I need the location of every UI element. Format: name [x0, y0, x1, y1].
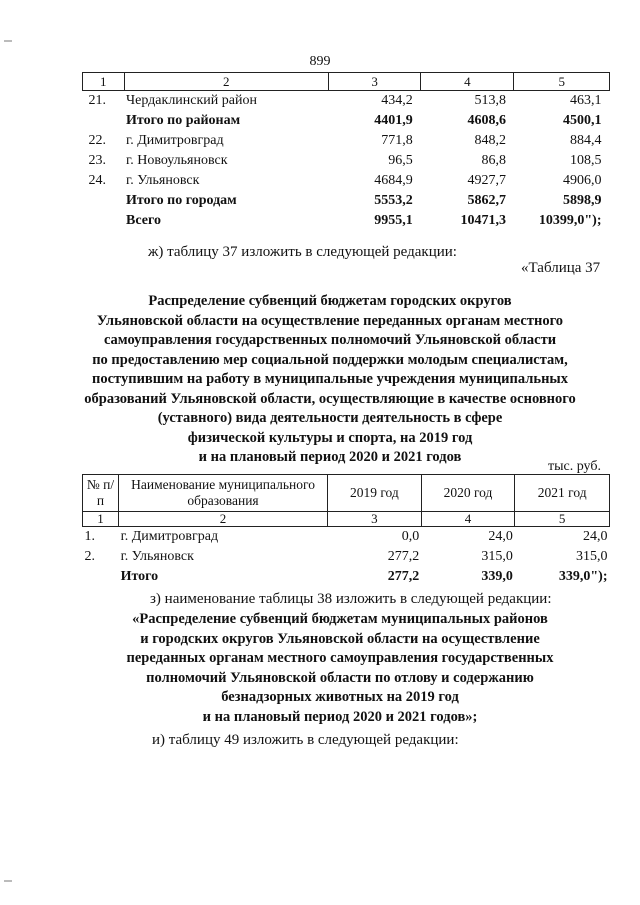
title-line: образований Ульяновской области, осуществляющие в качестве основного [84, 390, 576, 407]
index-cell: 4 [421, 512, 515, 527]
header-2019: 2019 год [328, 475, 422, 512]
title-line: самоуправления государственных полномочий Ульяновской области [103, 332, 557, 348]
title-line: и городских округов Ульяновской области на осуществление [140, 630, 540, 647]
title-line: и на плановый период 2020 и 2021 годов [198, 449, 462, 465]
value-2020: 10471,3 [460, 213, 506, 228]
header-2020: 2020 год [421, 475, 515, 512]
table-row [83, 131, 610, 151]
table-reference-37: «Таблица 37 [521, 260, 601, 276]
municipality-name: г. Ульяновск [126, 173, 200, 188]
title-line: и на плановый период 2020 и 2021 годов»; [202, 708, 478, 725]
table-row [83, 171, 610, 191]
value-2021: 10399,0"); [538, 213, 602, 228]
row-number: 23. [88, 153, 106, 168]
table-row [83, 191, 610, 211]
row-number: 21. [88, 93, 106, 108]
value-2019: 4684,9 [374, 173, 413, 188]
instruction-paragraph-z: з) наименование таблицы 38 изложить в следующей редакции: [150, 591, 552, 607]
title-line: безнадзорных животных на 2019 год [221, 689, 459, 705]
table-row [83, 547, 610, 567]
value-2020: 4927,7 [467, 173, 506, 188]
title-line: «Распределение субвенций бюджетам муниципальных районов [132, 611, 548, 627]
title-line: физической культуры и спорта, на 2019 год [187, 429, 473, 446]
value-2020: 24,0 [488, 529, 513, 544]
value-2021: 315,0 [576, 549, 608, 564]
index-cell: 3 [328, 512, 422, 527]
value-2019: 4401,9 [374, 113, 413, 128]
row-number [83, 191, 125, 211]
title-line: поступившим на работу в муниципальные учреждения муниципальных [92, 371, 568, 387]
table-header-row [83, 73, 610, 91]
value-2019: 771,8 [381, 133, 413, 148]
table-row [83, 567, 610, 587]
table-header-row [83, 475, 610, 512]
title-line: полномочий Ульяновской области по отлову и содержанию [146, 669, 534, 686]
municipality-name: Всего [126, 213, 161, 228]
value-2019: 434,2 [381, 93, 413, 108]
header-cell: 5 [514, 73, 610, 91]
municipality-name: г. Димитровград [126, 133, 224, 148]
value-2020: 315,0 [481, 549, 513, 564]
header-name: Наименование муниципального образования [119, 475, 328, 512]
table-37 [82, 474, 610, 587]
municipality-name: Итого по районам [126, 113, 241, 128]
header-number: № п/п [83, 475, 119, 512]
table-index-row [83, 512, 610, 527]
title-line: переданных органам местного самоуправления государственных [126, 650, 554, 666]
row-number: 1. [84, 529, 95, 544]
header-cell: 4 [421, 73, 514, 91]
value-2020: 5862,7 [467, 193, 506, 208]
municipality-name: Итого [120, 569, 159, 584]
index-cell: 2 [119, 512, 328, 527]
value-2021: 4500,1 [563, 113, 602, 128]
value-2019: 9955,1 [374, 213, 413, 228]
header-cell: 3 [328, 73, 420, 91]
instruction-paragraph-zh: ж) таблицу 37 изложить в следующей редакции: [148, 244, 457, 260]
value-2019: 277,2 [387, 549, 420, 564]
value-2021: 339,0"); [558, 569, 608, 584]
title-line: Распределение субвенций бюджетам городских округов [148, 293, 512, 309]
title-line: (уставного) вида деятельности деятельность в сфере [157, 410, 503, 426]
table-37-title [60, 292, 600, 468]
table-38-new-title [90, 610, 590, 727]
value-2019: 5553,2 [374, 193, 413, 208]
row-number [83, 567, 119, 587]
header-2021: 2021 год [515, 475, 610, 512]
table-row [83, 91, 610, 112]
value-2020: 339,0 [481, 569, 513, 584]
value-2021: 884,4 [570, 133, 602, 148]
scan-mark [4, 880, 12, 882]
value-2019: 0,0 [401, 529, 420, 544]
allocation-table-continued [82, 72, 610, 231]
value-2020: 848,2 [474, 133, 506, 148]
municipality-name: Итого по городам [126, 193, 237, 208]
title-line: Ульяновской области на осуществление переданных органам местного [96, 312, 564, 329]
value-2019: 277,2 [387, 569, 420, 584]
value-2021: 108,5 [570, 153, 602, 168]
table-row [83, 151, 610, 171]
municipality-name: г. Ульяновск [120, 549, 194, 564]
row-number: 24. [88, 173, 106, 188]
value-2020: 4608,6 [467, 113, 506, 128]
table-row [83, 111, 610, 131]
row-number [83, 111, 125, 131]
index-cell: 1 [83, 512, 119, 527]
value-2021: 463,1 [570, 93, 602, 108]
municipality-name: Чердаклинский район [126, 93, 257, 108]
instruction-paragraph-i: и) таблицу 49 изложить в следующей редакции: [152, 732, 459, 748]
units-label: тыс. руб. [548, 459, 601, 474]
page-number: 899 [309, 54, 331, 69]
index-cell: 5 [515, 512, 610, 527]
value-2021: 24,0 [583, 529, 608, 544]
row-number [83, 211, 125, 231]
title-line: по предоставлению мер социальной поддержки молодым специалистам, [92, 351, 568, 368]
value-2019: 96,5 [388, 153, 413, 168]
row-number: 22. [88, 133, 106, 148]
table-row [83, 527, 610, 548]
row-number: 2. [84, 549, 95, 564]
value-2021: 5898,9 [563, 193, 602, 208]
value-2020: 513,8 [474, 93, 506, 108]
value-2021: 4906,0 [563, 173, 602, 188]
municipality-name: г. Димитровград [120, 529, 219, 544]
header-cell: 1 [83, 73, 125, 91]
value-2020: 86,8 [481, 153, 506, 168]
header-cell: 2 [124, 73, 328, 91]
municipality-name: г. Новоульяновск [126, 153, 228, 168]
scan-mark [4, 40, 12, 42]
table-row [83, 211, 610, 231]
